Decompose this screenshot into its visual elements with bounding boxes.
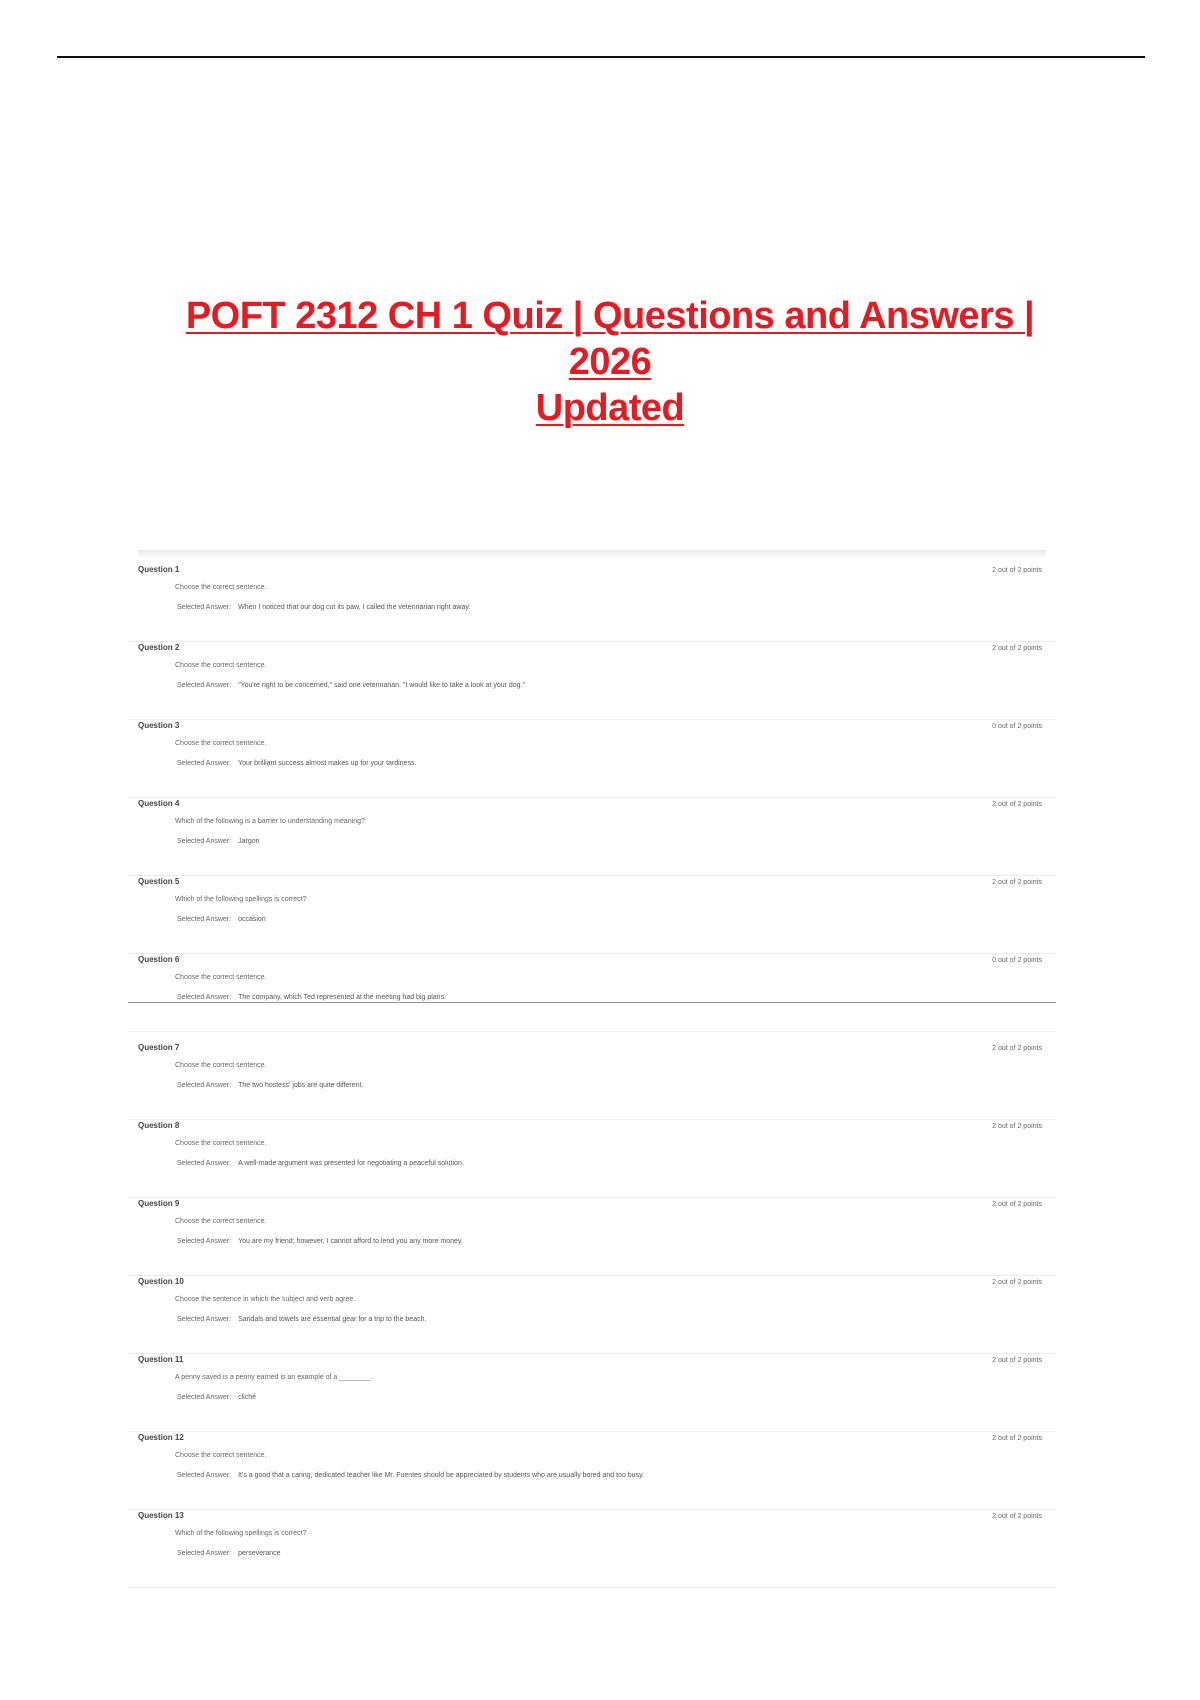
selected-answer-value: perseverance	[238, 1550, 281, 1557]
selected-answer-row	[177, 1082, 363, 1089]
question-text: Choose the sentence in which the subject and verb agree.	[175, 1296, 356, 1303]
selected-answer-label: Selected Answer:	[177, 682, 232, 689]
question-item-2	[128, 643, 1056, 720]
selected-answer-value: occasion	[238, 916, 266, 923]
selected-answer-row	[177, 760, 416, 767]
selected-answer-value: A well-made argument was presented for negotiating a peaceful solution.	[238, 1160, 464, 1167]
selected-answer-label: Selected Answer:	[177, 838, 232, 845]
selected-answer-row	[177, 1550, 281, 1557]
selected-answer-row	[177, 1238, 463, 1245]
selected-answer-value: "You're right to be concerned," said one veterinarian. "I would like to take a look at your dog."	[238, 682, 526, 689]
selected-answer-label: Selected Answer:	[177, 1082, 232, 1089]
question-label: Question 5	[138, 877, 180, 886]
question-points: 2 out of 2 points	[992, 1513, 1042, 1520]
selected-answer-row	[177, 994, 446, 1001]
selected-answer-label: Selected Answer:	[177, 604, 232, 611]
question-label: Question 7	[138, 1043, 180, 1052]
question-text: Choose the correct sentence.	[175, 1452, 267, 1459]
question-label: Question 12	[138, 1433, 184, 1442]
selected-answer-value: The company, which Ted represented at the meeting had big plans.	[238, 994, 447, 1001]
question-points: 0 out of 2 points	[992, 723, 1042, 730]
quiz-screenshot-2	[128, 1038, 1056, 1578]
page-title	[150, 293, 1070, 431]
question-text: Choose the correct sentence.	[175, 1218, 267, 1225]
selected-answer-value: Your brilliant success almost makes up for your tardiness.	[238, 760, 417, 767]
question-points: 2 out of 2 points	[992, 1123, 1042, 1130]
question-text: Which of the following spellings is correct?	[175, 896, 307, 903]
header-rule	[57, 56, 1145, 58]
question-text: Choose the correct sentence.	[175, 974, 267, 981]
selected-answer-label: Selected Answer:	[177, 1394, 232, 1401]
screenshot-top-shade	[138, 550, 1046, 558]
question-item-11	[128, 1355, 1056, 1432]
question-text: Choose the correct sentence.	[175, 584, 267, 591]
selected-answer-value: It's a good that a caring, dedicated teacher like Mr. Fuentes should be appreciated by students who are usually bored and too busy.	[238, 1472, 644, 1479]
question-points: 2 out of 2 points	[992, 1201, 1042, 1208]
question-item-7	[128, 1043, 1056, 1120]
selected-answer-label: Selected Answer:	[177, 1316, 232, 1323]
selected-answer-value: Sandals and towels are essential gear for a trip to the beach.	[238, 1316, 427, 1323]
selected-answer-row	[177, 1316, 426, 1323]
question-label: Question 3	[138, 721, 180, 730]
selected-answer-row	[177, 1472, 644, 1479]
question-points: 2 out of 2 points	[992, 1045, 1042, 1052]
selected-answer-label: Selected Answer:	[177, 916, 232, 923]
question-points: 2 out of 2 points	[992, 1279, 1042, 1286]
question-label: Question 4	[138, 799, 180, 808]
selected-answer-label: Selected Answer:	[177, 1160, 232, 1167]
selected-answer-value: Jargon	[238, 838, 260, 845]
question-item-10	[128, 1277, 1056, 1354]
selected-answer-value: When I noticed that our dog cut its paw, I called the veterinarian right away.	[238, 604, 471, 611]
question-text: Choose the correct sentence.	[175, 1140, 267, 1147]
question-label: Question 13	[138, 1511, 184, 1520]
selected-answer-value: The two hostess' jobs are quite different.	[238, 1082, 364, 1089]
question-label: Question 9	[138, 1199, 180, 1208]
question-points: 0 out of 2 points	[992, 957, 1042, 964]
question-points: 2 out of 2 points	[992, 801, 1042, 808]
selected-answer-label: Selected Answer:	[177, 1238, 232, 1245]
title-line-2: Updated	[535, 387, 685, 429]
question-text: Choose the correct sentence.	[175, 662, 267, 669]
question-points: 2 out of 2 points	[992, 567, 1042, 574]
question-item-6	[128, 955, 1056, 1032]
selected-answer-row	[177, 838, 260, 845]
question-item-9	[128, 1199, 1056, 1276]
selected-answer-value: You are my friend; however, I cannot afford to lend you any more money.	[238, 1238, 463, 1245]
selected-answer-label: Selected Answer:	[177, 1550, 232, 1557]
question-item-13	[128, 1511, 1056, 1588]
question-label: Question 8	[138, 1121, 180, 1130]
question-label: Question 1	[138, 565, 180, 574]
question-label: Question 6	[138, 955, 180, 964]
question-item-8	[128, 1121, 1056, 1198]
question-points: 2 out of 2 points	[992, 1357, 1042, 1364]
question-points: 2 out of 2 points	[992, 1435, 1042, 1442]
question-item-5	[128, 877, 1056, 954]
question-item-3	[128, 721, 1056, 798]
selected-answer-row	[177, 1394, 256, 1401]
question-item-4	[128, 799, 1056, 876]
selected-answer-row	[177, 604, 470, 611]
question-text: Choose the correct sentence.	[175, 740, 267, 747]
question-text: A penny saved is a penny earned is an example of a ________.	[175, 1374, 373, 1381]
title-line-1: POFT 2312 CH 1 Quiz | Questions and Answers | 2026	[185, 295, 1035, 383]
question-points: 2 out of 2 points	[992, 879, 1042, 886]
quiz-screenshot-1	[128, 550, 1056, 1003]
selected-answer-value: cliché	[238, 1394, 256, 1401]
question-label: Question 2	[138, 643, 180, 652]
question-text: Which of the following spellings is correct?	[175, 1530, 307, 1537]
question-text: Which of the following is a barrier to understanding meaning?	[175, 818, 365, 825]
question-item-1	[128, 565, 1056, 642]
question-label: Question 11	[138, 1355, 184, 1364]
question-points: 2 out of 2 points	[992, 645, 1042, 652]
question-text: Choose the correct sentence.	[175, 1062, 267, 1069]
selected-answer-row	[177, 682, 525, 689]
selected-answer-row	[177, 916, 266, 923]
question-item-12	[128, 1433, 1056, 1510]
selected-answer-row	[177, 1160, 464, 1167]
selected-answer-label: Selected Answer:	[177, 1472, 232, 1479]
selected-answer-label: Selected Answer:	[177, 760, 232, 767]
question-label: Question 10	[138, 1277, 184, 1286]
selected-answer-label: Selected Answer:	[177, 994, 232, 1001]
